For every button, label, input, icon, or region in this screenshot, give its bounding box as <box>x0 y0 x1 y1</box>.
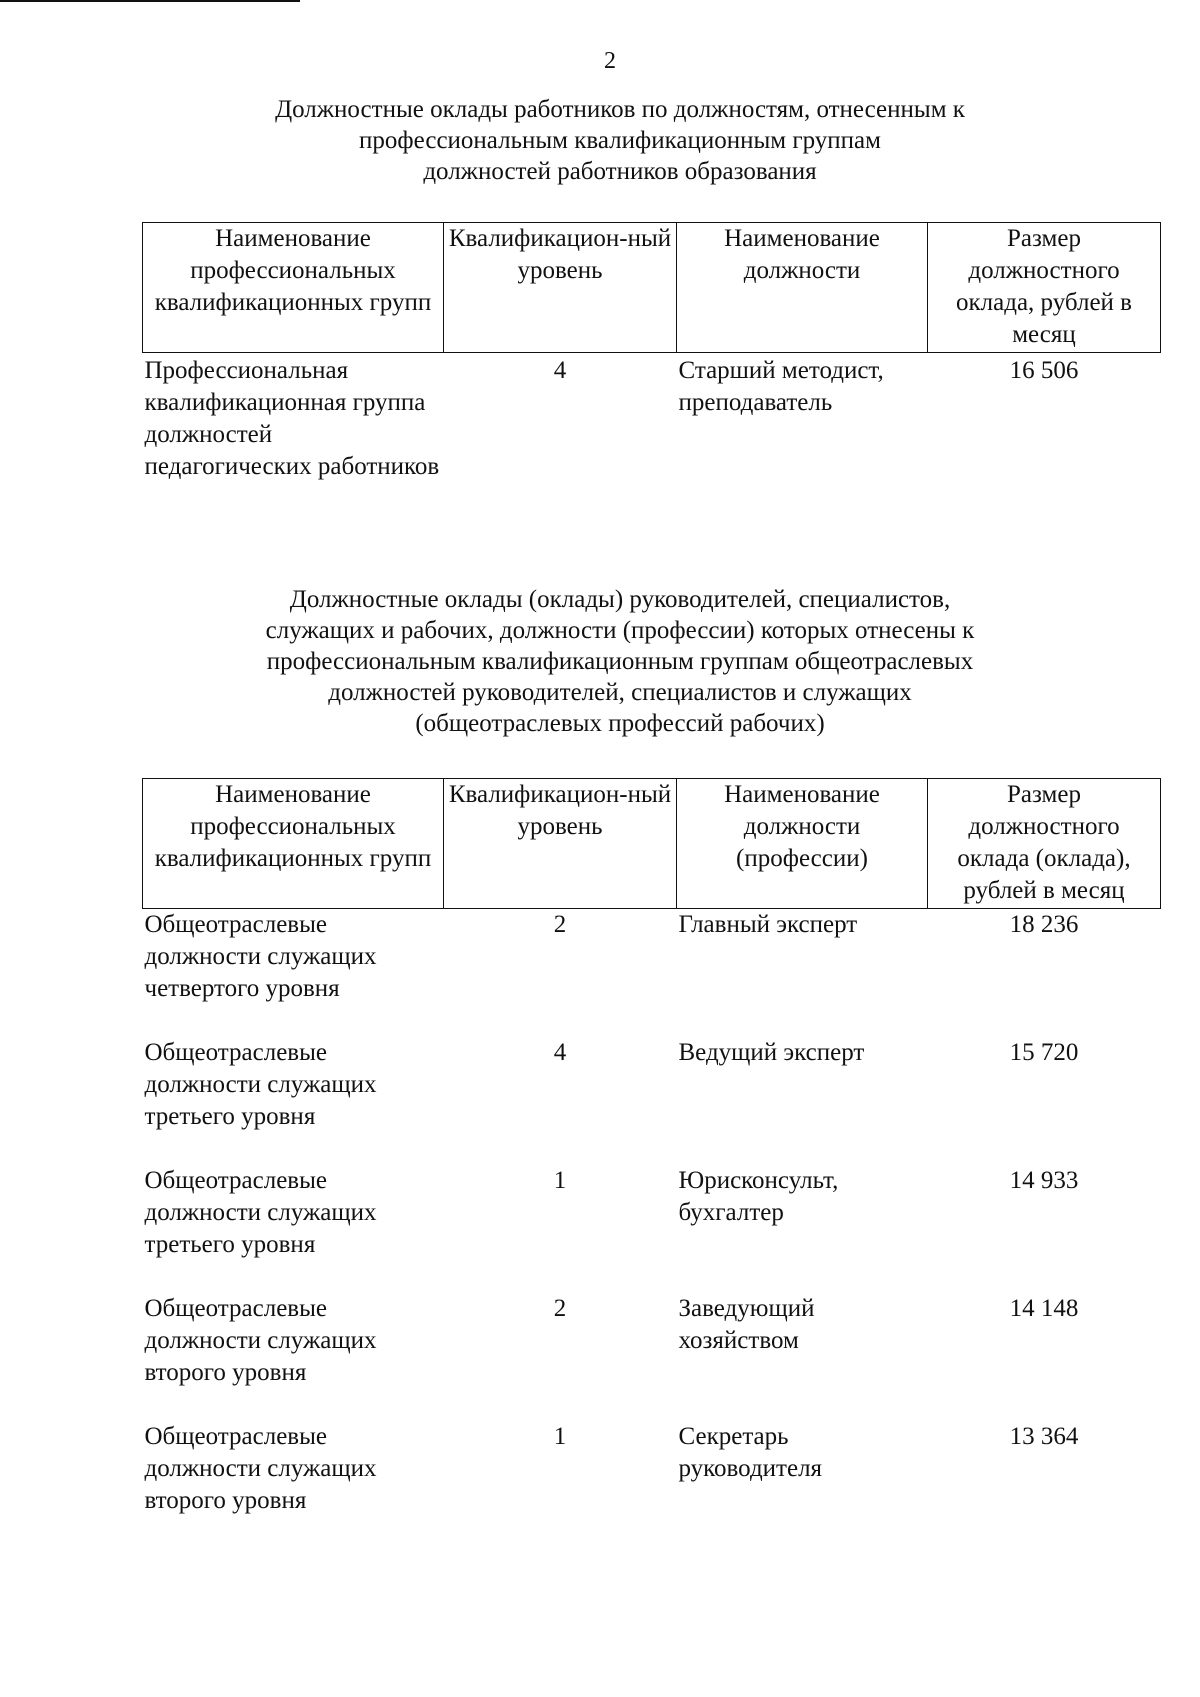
table-row <box>143 1037 1161 1165</box>
table-row <box>143 1421 1161 1517</box>
header-group: Наименование профессиональных квалификационных групп <box>143 223 444 353</box>
cell-group: Общеотраслевые должности служащих второго уровня <box>144 1423 377 1514</box>
section2-title-line: служащих и рабочих, должности (профессии) которых отнесены к <box>265 617 975 644</box>
cell-level: 1 <box>553 1423 567 1450</box>
header-salary: Размер должностного оклада, рублей в месяц <box>928 223 1161 353</box>
cell-level: 2 <box>553 1295 567 1322</box>
header-position: Наименование должности <box>677 223 928 353</box>
header-position: Наименование должности (профессии) <box>677 779 928 909</box>
cell-level: 2 <box>553 911 567 938</box>
cell-group: Общеотраслевые должности служащих четвертого уровня <box>144 911 377 1002</box>
cell-group: Общеотраслевые должности служащих второго уровня <box>144 1295 377 1386</box>
table-header-row <box>143 223 1161 353</box>
section2-title-line: (общеотраслевых профессий рабочих) <box>415 710 825 737</box>
cell-level: 1 <box>553 1167 567 1194</box>
page-number: 2 <box>604 48 616 74</box>
cell-level: 4 <box>553 357 567 384</box>
cell-position: Юрисконсульт, бухгалтер <box>678 1167 839 1226</box>
table-row <box>143 353 1161 484</box>
cell-position: Ведущий эксперт <box>678 1039 865 1066</box>
cell-position: Заведующий хозяйством <box>678 1295 815 1354</box>
table-row <box>143 1293 1161 1421</box>
cell-level: 4 <box>553 1039 567 1066</box>
cell-salary: 14 148 <box>1009 1295 1079 1322</box>
cell-position: Главный эксперт <box>678 911 858 938</box>
section1-title <box>180 94 1060 187</box>
salary-table-education <box>142 222 1161 483</box>
section1-title-line: должностей работников образования <box>423 158 817 185</box>
cell-group: Общеотраслевые должности служащих третьего уровня <box>144 1167 377 1258</box>
table-row <box>143 1165 1161 1293</box>
cell-position: Секретарь руководителя <box>678 1423 823 1482</box>
table-row <box>143 909 1161 1038</box>
section2-title-line: Должностные оклады (оклады) руководителей, специалистов, <box>289 586 951 613</box>
cell-group: Профессиональная квалификационная группа должностей педагогических работников <box>144 357 440 480</box>
top-rule-line <box>0 0 300 2</box>
cell-salary: 18 236 <box>1009 911 1079 938</box>
header-level: Квалификацион-ный уровень <box>444 223 677 353</box>
cell-salary: 14 933 <box>1009 1167 1079 1194</box>
cell-position: Старший методист, преподаватель <box>678 357 884 416</box>
cell-group: Общеотраслевые должности служащих третьего уровня <box>144 1039 377 1130</box>
cell-salary: 13 364 <box>1009 1423 1079 1450</box>
header-group: Наименование профессиональных квалификационных групп <box>143 779 444 909</box>
header-level: Квалификацион-ный уровень <box>444 779 677 909</box>
cell-salary: 15 720 <box>1009 1039 1079 1066</box>
section1-title-line: Должностные оклады работников по должностям, отнесенным к <box>275 96 965 123</box>
table-header-row <box>143 779 1161 909</box>
salary-table-general <box>142 778 1161 1517</box>
section2-title-line: профессиональным квалификационным группам общеотраслевых <box>266 648 974 675</box>
section2-title <box>180 584 1060 739</box>
header-salary: Размер должностного оклада (оклада), рублей в месяц <box>928 779 1161 909</box>
cell-salary: 16 506 <box>1009 357 1079 384</box>
section2-title-line: должностей руководителей, специалистов и служащих <box>328 679 912 706</box>
section1-title-line: профессиональным квалификационным группам <box>359 127 881 154</box>
